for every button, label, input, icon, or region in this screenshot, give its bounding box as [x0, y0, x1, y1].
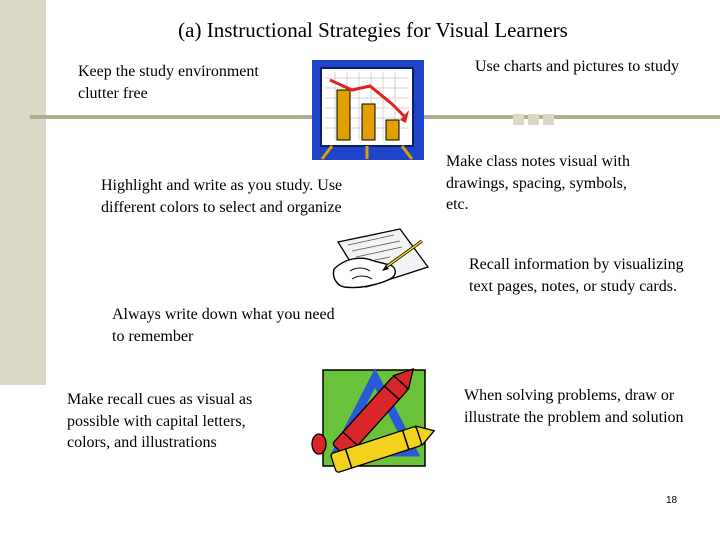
tip-solving-problems: When solving problems, draw or illustrate the problem and solution: [464, 387, 684, 426]
crayons-clipart: [311, 356, 439, 474]
tip-highlight: Highlight and write as you study. Use different colors to select and organize: [101, 177, 343, 216]
slide-title: (a) Instructional Strategies for Visual Learners: [178, 18, 568, 42]
page-number: 18: [666, 495, 678, 506]
hand-writing-clipart: [330, 227, 433, 292]
tip-clutter-free: Keep the study environment clutter free: [78, 63, 259, 102]
tip-class-notes: Make class notes visual with drawings, spacing, symbols, etc.: [446, 153, 630, 213]
bar-chart-easel-clipart: [312, 60, 424, 160]
divider-square: [528, 114, 539, 125]
left-accent-bar: [0, 0, 46, 385]
divider-square: [513, 114, 524, 125]
divider-square: [543, 114, 554, 125]
tip-recall-visualize: Recall information by visualizing text pages, notes, or study cards.: [469, 256, 684, 295]
tip-recall-cues: Make recall cues as visual as possible with capital letters, colors, and illustrations: [67, 391, 253, 451]
tip-write-down: Always write down what you need to remember: [112, 306, 335, 345]
tip-charts-pictures: Use charts and pictures to study: [475, 58, 679, 75]
